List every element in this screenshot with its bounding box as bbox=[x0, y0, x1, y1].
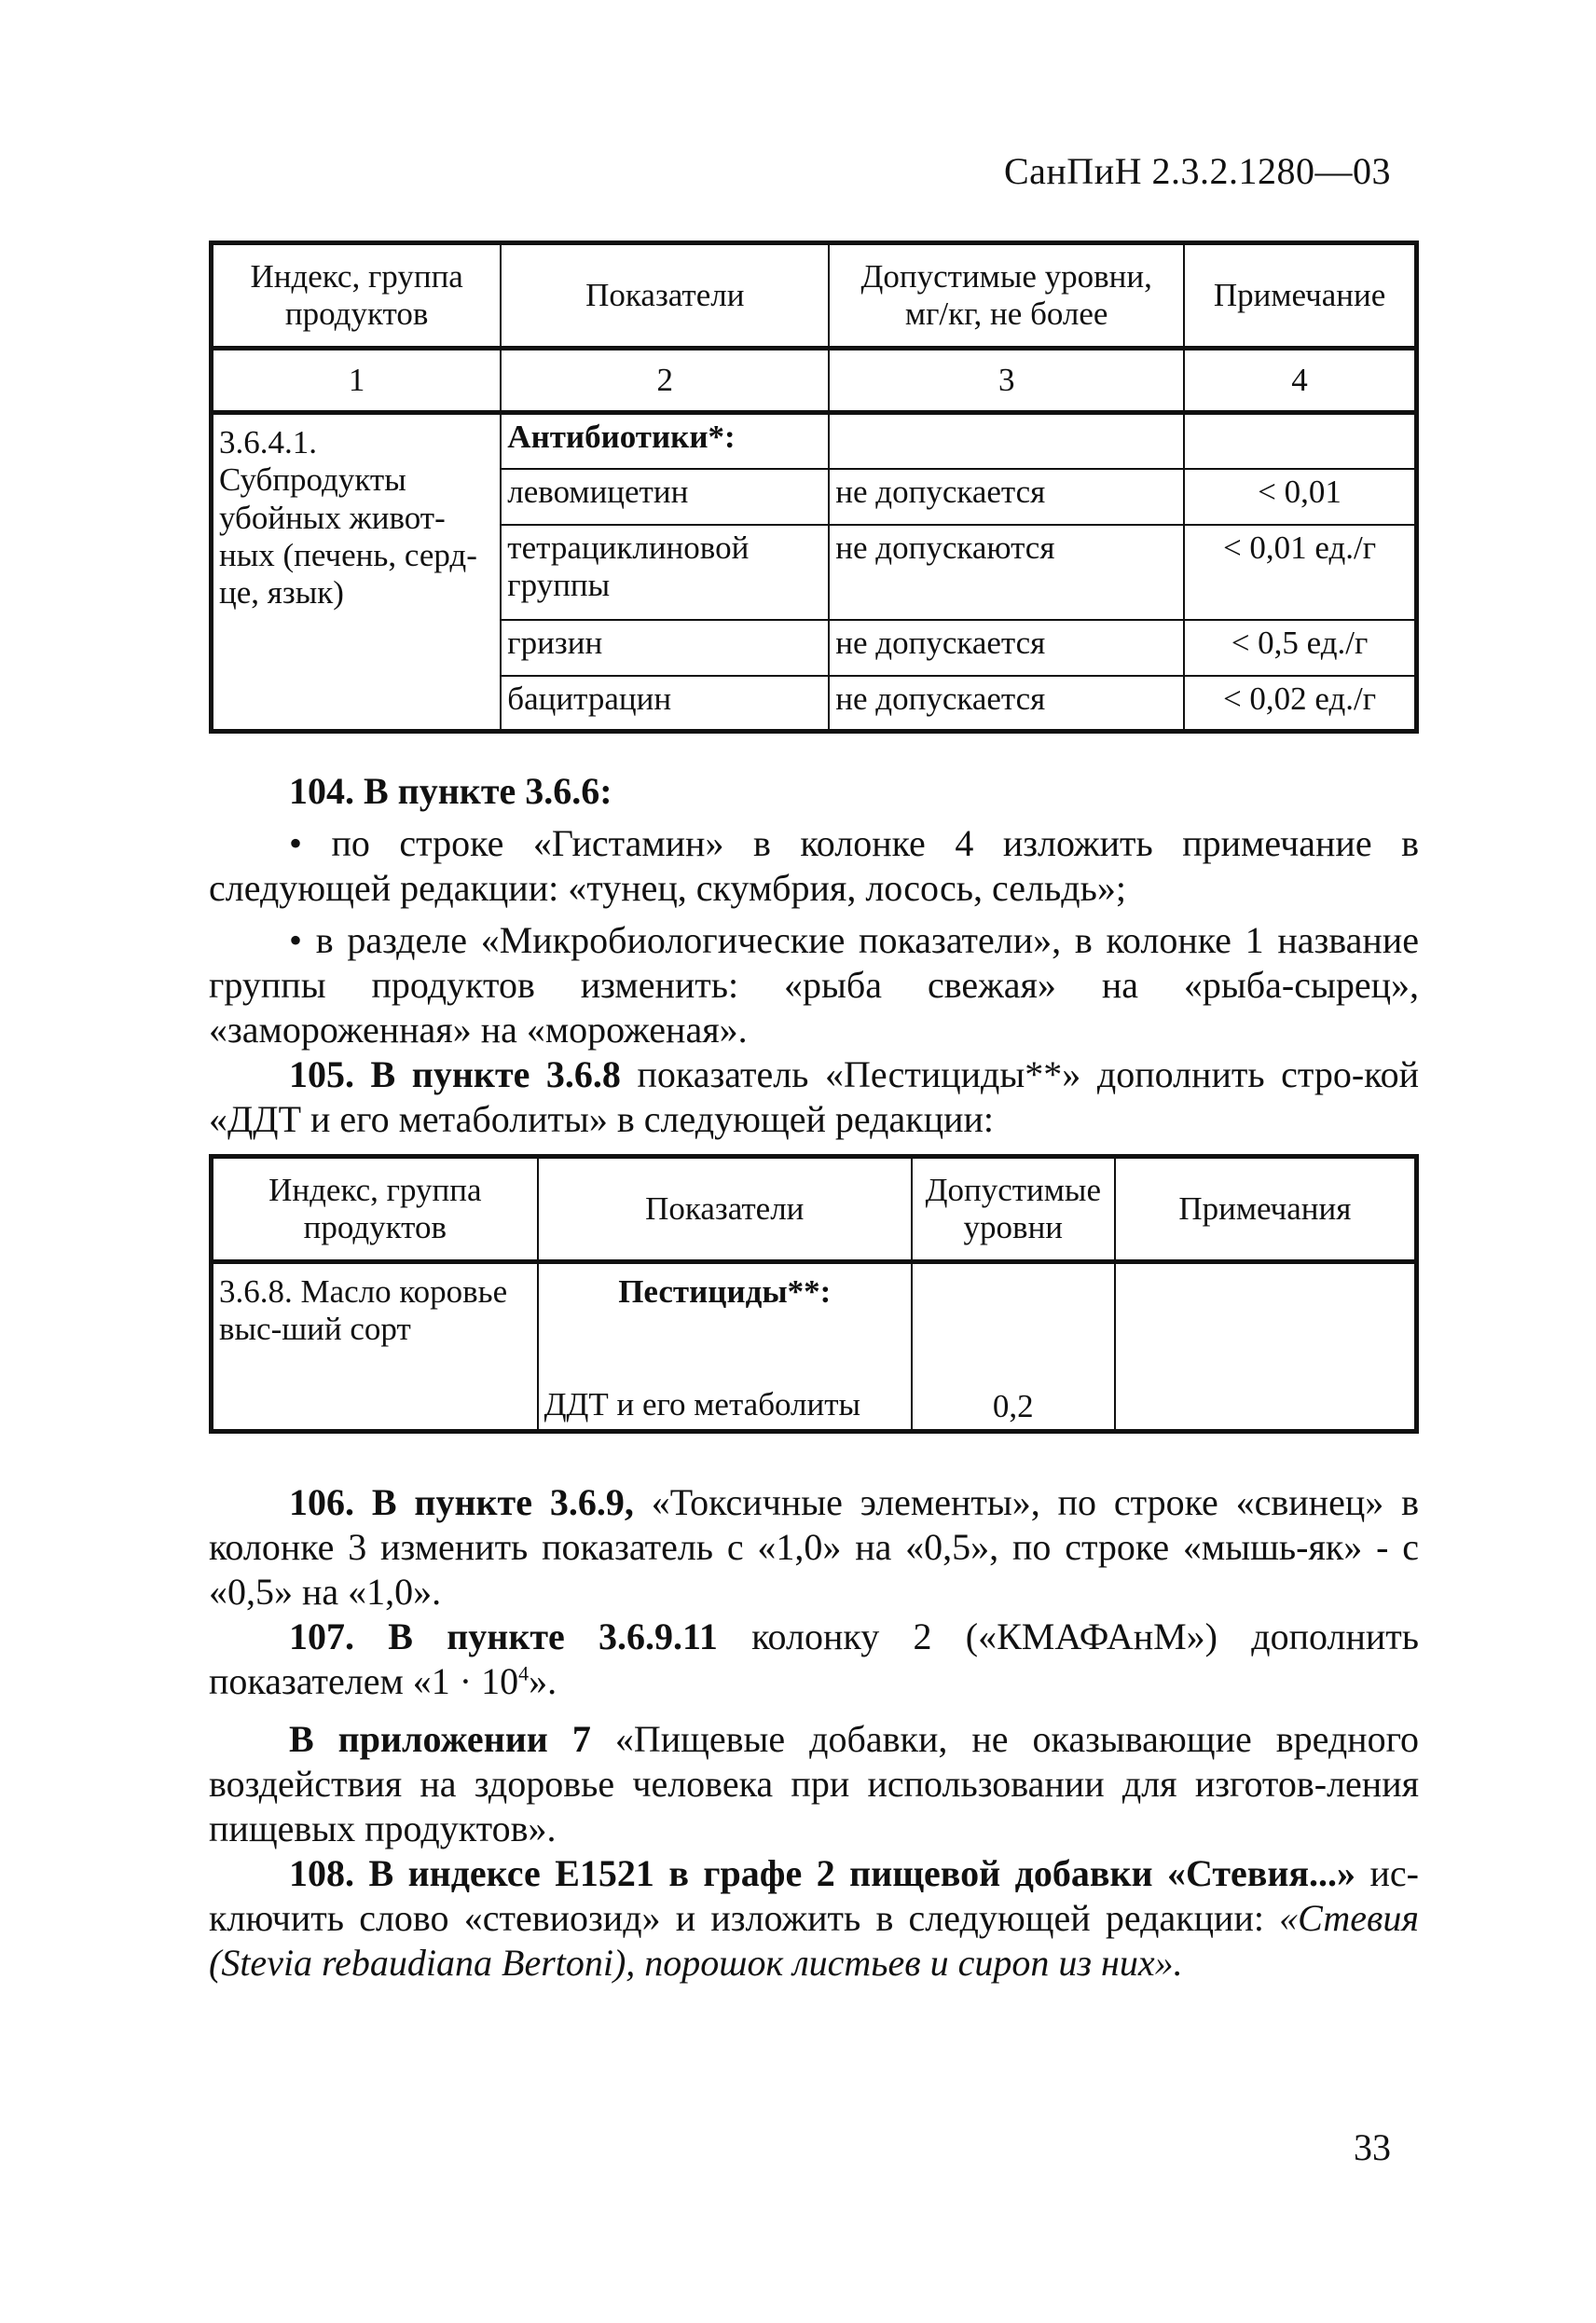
indicator-level: не допускается bbox=[829, 469, 1184, 525]
para-107-lead: 107. В пункте 3.6.9.11 bbox=[289, 1615, 718, 1657]
indicator-note: < 0,02 ед./г bbox=[1184, 676, 1416, 732]
paragraphs-106-108 bbox=[209, 1480, 1419, 1986]
table-header-row bbox=[212, 243, 1417, 349]
para-107-text: колонку 2 («КМАФАнМ») дополнить показателем «1 · 10 bbox=[209, 1615, 1420, 1702]
appendix-lead: В приложении 7 bbox=[289, 1718, 591, 1760]
indicator-name: ДДТ и его метаболиты bbox=[543, 1385, 861, 1423]
indicator-name: бацитрацин bbox=[501, 676, 829, 732]
antibiotics-table bbox=[209, 241, 1419, 734]
indicator-level bbox=[912, 1262, 1115, 1432]
para-104-bullet-1: • по строке «Гистамин» в колонке 4 изложить примечание в следующей редакции: «тунец, скумбрия, лосось, сельдь»; bbox=[209, 822, 1419, 909]
para-108-lead: 108. В индексе Е1521 в графе 2 пищевой добавки «Стевия...» bbox=[289, 1852, 1356, 1894]
indicator-group-header: Пестициды**: bbox=[618, 1273, 832, 1310]
indicator-note: < 0,5 ед./г bbox=[1184, 620, 1416, 676]
product-group-cell: 3.6.4.1. Субпродукты убойных живот-ных (печень, серд-це, язык) bbox=[212, 413, 502, 732]
indicator-name: тетрациклиновой группы bbox=[501, 525, 829, 620]
col-header-indicators: Показатели bbox=[501, 243, 829, 349]
col-header-index: Индекс, группа продуктов bbox=[212, 243, 502, 349]
col-number: 1 bbox=[212, 349, 502, 413]
paragraphs-104-105 bbox=[209, 769, 1419, 1142]
col-number: 2 bbox=[501, 349, 829, 413]
para-108 bbox=[209, 1851, 1419, 1986]
indicator-level: не допускается bbox=[829, 676, 1184, 732]
para-108-text: ис-ключить слово «стевиозид» и изложить в следующей редакции: bbox=[209, 1852, 1420, 1939]
indicator-name: левомицетин bbox=[501, 469, 829, 525]
product-group-cell: 3.6.8. Масло коровье выс-ший сорт bbox=[212, 1262, 538, 1432]
para-105 bbox=[209, 1052, 1419, 1142]
para-107-end: ». bbox=[529, 1660, 557, 1702]
para-104-title: 104. В пункте 3.6.6: bbox=[289, 770, 612, 812]
page-number: 33 bbox=[1354, 2126, 1391, 2168]
para-104-bullet-2: • в разделе «Микробиологические показатели», в колонке 1 название группы продуктов изменить: «рыба свежая» на «рыба-сырец», «замороженная» на «мороженая». bbox=[209, 919, 1419, 1051]
indicator-note bbox=[1115, 1262, 1417, 1432]
appendix-text: «Пищевые добавки, не оказывающие вредного воздействия на здоровье человека при использовании для изготов-ления пищевых продуктов». bbox=[209, 1718, 1419, 1849]
pesticides-table bbox=[209, 1154, 1419, 1434]
col-number: 4 bbox=[1184, 349, 1416, 413]
indicator-note: < 0,01 bbox=[1184, 469, 1416, 525]
indicator-group-header: Антибиотики*: bbox=[501, 413, 829, 469]
col-header-indicators: Показатели bbox=[538, 1157, 912, 1262]
para-106-text: «Токсичные элементы», по строке «свинец» в колонке 3 изменить показатель с «1,0» на «0,5», по строке «мышь-як» - с «0,5» на «1,0». bbox=[209, 1481, 1419, 1613]
indicator-level: не допускаются bbox=[829, 525, 1184, 620]
indicator-cell bbox=[538, 1262, 912, 1432]
table-header-row bbox=[212, 1157, 1417, 1262]
para-105-lead: 105. В пункте 3.6.8 bbox=[289, 1053, 621, 1095]
empty-cell bbox=[829, 413, 1184, 469]
col-header-notes: Примечания bbox=[1115, 1157, 1417, 1262]
para-appendix bbox=[209, 1717, 1419, 1851]
document-header: СанПиН 2.3.2.1280—03 bbox=[1003, 150, 1391, 192]
indicator-name: гризин bbox=[501, 620, 829, 676]
table-row bbox=[212, 1262, 1417, 1432]
column-number-row bbox=[212, 349, 1417, 413]
col-header-levels: Допустимые уровни bbox=[912, 1157, 1115, 1262]
indicator-level-value: 0,2 bbox=[992, 1387, 1034, 1424]
para-105-text: показатель «Пестициды**» дополнить стро-кой «ДДТ и его метаболиты» в следующей редакции: bbox=[209, 1053, 1419, 1140]
para-107-exponent: 4 bbox=[518, 1661, 530, 1685]
col-number: 3 bbox=[829, 349, 1184, 413]
col-header-levels: Допустимые уровни, мг/кг, не более bbox=[829, 243, 1184, 349]
para-107 bbox=[209, 1615, 1419, 1704]
para-108-italic: «Стевия (Stevia rebaudiana Bertoni), порошок листьев и сироп из них». bbox=[209, 1897, 1419, 1984]
indicator-level: не допускается bbox=[829, 620, 1184, 676]
para-106 bbox=[209, 1480, 1419, 1615]
col-header-index: Индекс, группа продуктов bbox=[212, 1157, 538, 1262]
empty-cell bbox=[1184, 413, 1416, 469]
indicator-note: < 0,01 ед./г bbox=[1184, 525, 1416, 620]
col-header-note: Примечание bbox=[1184, 243, 1416, 349]
table-row bbox=[212, 413, 1417, 469]
para-106-lead: 106. В пункте 3.6.9, bbox=[289, 1481, 634, 1523]
